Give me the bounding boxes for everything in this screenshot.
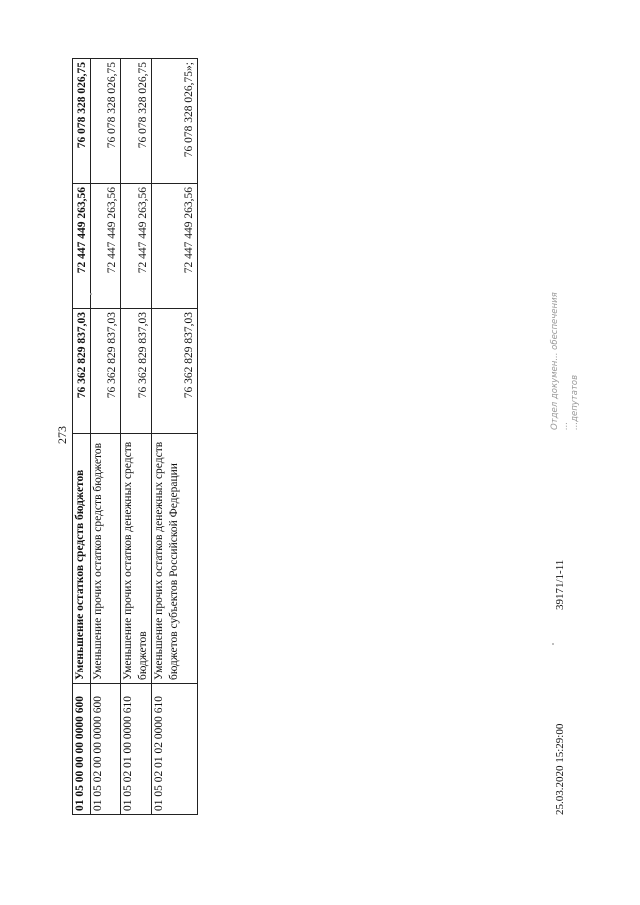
table-row	[151, 59, 197, 815]
amount-year-2: 72 447 449 263,56	[73, 184, 91, 309]
amount-year-1: 76 362 829 837,03	[151, 309, 197, 434]
amount-year-3: 76 078 328 026,75	[91, 59, 121, 184]
table-row	[91, 59, 121, 815]
budget-table	[72, 58, 198, 815]
amount-year-2: 72 447 449 263,56	[121, 184, 152, 309]
footer-datetime: 25.03.2020 15:29:00	[554, 723, 566, 815]
budget-code: 01 05 02 00 00 0000 600	[91, 684, 121, 815]
stamp-line-1: Отдел докумен... обеспечения ...	[550, 292, 571, 430]
amount-year-2: 72 447 449 263,56	[151, 184, 197, 309]
registration-stamp	[550, 290, 581, 430]
budget-item-name: Уменьшение прочих остатков денежных средств бюджетов	[121, 434, 152, 684]
scan-speck	[90, 293, 92, 295]
budget-item-name: Уменьшение прочих остатков средств бюджетов	[91, 434, 121, 684]
amount-year-3: 76 078 328 026,75»;	[151, 59, 197, 184]
page-number: 273	[55, 426, 69, 444]
table-row	[73, 59, 91, 815]
amount-year-1: 76 362 829 837,03	[73, 309, 91, 434]
budget-item-name: Уменьшение остатков средств бюджетов	[73, 434, 91, 684]
rotated-content	[50, 30, 610, 855]
budget-code: 01 05 00 00 00 0000 600	[73, 684, 91, 815]
budget-item-name: Уменьшение прочих остатков денежных средств бюджетов субъектов Российской Федерации	[151, 434, 197, 684]
amount-year-1: 76 362 829 837,03	[91, 309, 121, 434]
stamp-line-2: ...депутатов	[570, 374, 581, 430]
amount-year-3: 76 078 328 026,75	[73, 59, 91, 184]
scan-speck	[552, 643, 554, 645]
amount-year-2: 72 447 449 263,56	[91, 184, 121, 309]
budget-code: 01 05 02 01 00 0000 610	[121, 684, 152, 815]
budget-code: 01 05 02 01 02 0000 610	[151, 684, 197, 815]
amount-year-3: 76 078 328 026,75	[121, 59, 152, 184]
footer-doc-number: 39171/1-11	[554, 559, 566, 610]
table-row	[121, 59, 152, 815]
amount-year-1: 76 362 829 837,03	[121, 309, 152, 434]
